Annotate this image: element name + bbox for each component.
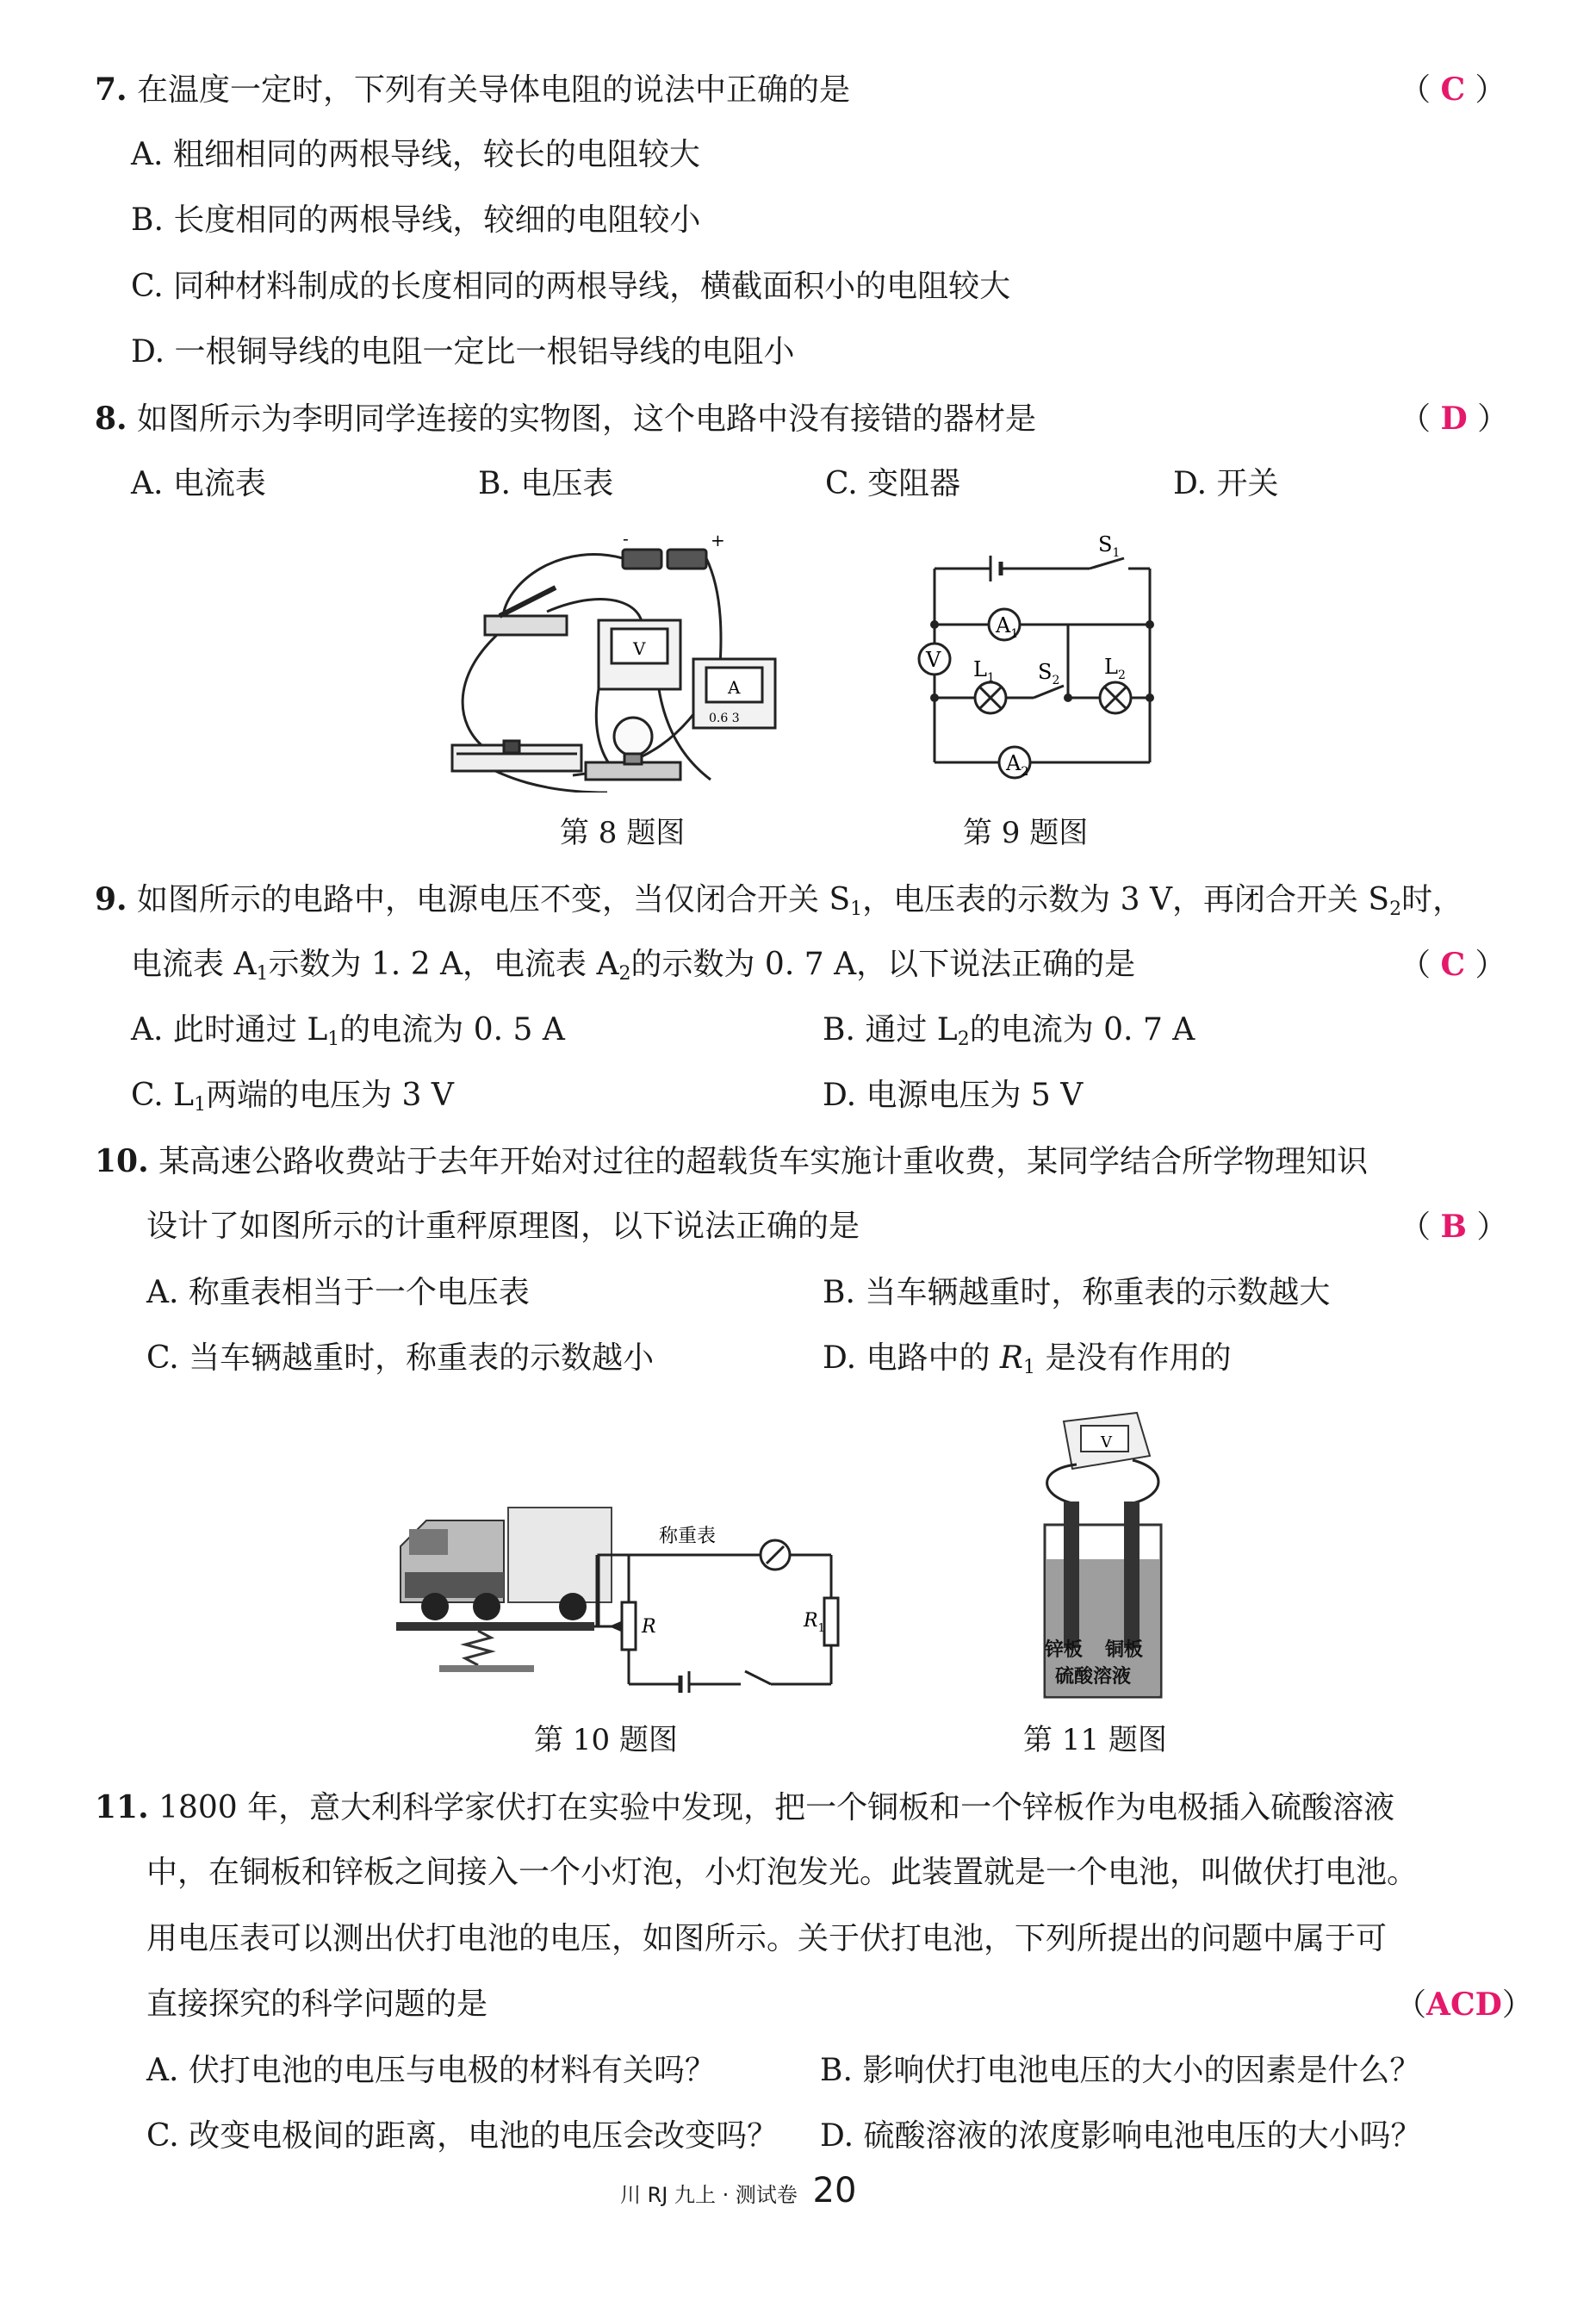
q10-answer: （ B ） xyxy=(1400,1209,1508,1245)
q8-stem xyxy=(95,398,1036,440)
q8-stem-text: 如图所示为李明同学连接的实物图，这个电路中没有接错的器材是 xyxy=(137,401,1037,437)
q9-stem-part: 时， xyxy=(1401,882,1464,917)
q9-option-a: A. 此时通过 $L_1$的电流为 0. 5 A xyxy=(131,1012,565,1050)
page-number: 20 xyxy=(812,2171,857,2210)
fig9-v-label: V xyxy=(926,648,941,672)
q7-option-c: C. 同种材料制成的长度相同的两根导线，横截面积小的电阻较大 xyxy=(131,269,1011,304)
q9-sub: 2 xyxy=(618,963,631,985)
q7-answer: （ C ） xyxy=(1400,72,1506,108)
q8-option-c: C. 变阻器 xyxy=(825,466,961,501)
fig9-l1-label: $L_1$ xyxy=(973,657,995,685)
q10-option-b: B. 当车辆越重时，称重表的示数越大 xyxy=(823,1275,1331,1310)
q11-stem-line4: 直接探究的科学问题的是 xyxy=(146,1987,488,2022)
q11-stem-line1 xyxy=(95,1787,1394,1829)
fig10-meter-label: 称重表 xyxy=(659,1526,717,1547)
q10-option-c: C. 当车辆越重时，称重表的示数越小 xyxy=(146,1340,655,1376)
q9-stem-part: ，电压表的示数为 3 V，再闭合开关 S xyxy=(862,882,1390,917)
q9-option-c: C. $L_1$两端的电压为 3 V xyxy=(131,1078,454,1116)
q7-number: 7. xyxy=(95,72,127,108)
q9-answer: （ C ） xyxy=(1400,947,1506,983)
q9-stem-part: 电流表 A xyxy=(131,947,257,982)
figure-10-weighing-scale xyxy=(392,1495,840,1693)
q9-option-d: D. 电源电压为 5 V xyxy=(823,1078,1084,1113)
fig11-v-label: V xyxy=(1101,1433,1112,1452)
fig8-minus-label: - xyxy=(623,534,629,549)
q10-option-a: A. 称重表相当于一个电压表 xyxy=(146,1275,530,1310)
q8-answer-letter: D xyxy=(1440,401,1468,437)
q10-number: 10. xyxy=(95,1143,149,1179)
fig9-l2-label: $L_2$ xyxy=(1104,655,1126,682)
figure-11-voltaic-cell xyxy=(1038,1408,1167,1701)
q11-stem-text: 1800 年，意大利科学家伏打在实验中发现，把一个铜板和一个锌板作为电极插入硫酸溶液 xyxy=(158,1790,1395,1825)
figure-9-schematic xyxy=(904,525,1163,784)
fig8-plus-label: + xyxy=(711,534,725,550)
fig11-copper-label: 铜板 xyxy=(1105,1638,1144,1661)
page-footer xyxy=(620,2171,856,2210)
q11-number: 11. xyxy=(95,1789,149,1825)
q8-answer: （ D ） xyxy=(1400,401,1509,437)
fig9-a1-label: $A_1$ xyxy=(996,613,1019,641)
q10-option-d: D. 电路中的 $R_1$ 是没有作用的 xyxy=(823,1340,1232,1378)
q11-option-b: B. 影响伏打电池电压的大小的因素是什么？ xyxy=(820,2053,1421,2088)
fig11-caption: 第 11 题图 xyxy=(1023,1723,1167,1757)
q8-number: 8. xyxy=(95,401,127,437)
fig9-s2-label: $S_2$ xyxy=(1038,660,1060,687)
q7-option-b: B. 长度相同的两根导线，较细的电阻较小 xyxy=(131,202,701,238)
q11-option-a: A. 伏打电池的电压与电极的材料有关吗？ xyxy=(146,2053,716,2088)
fig11-solution-label: 硫酸溶液 xyxy=(1055,1665,1132,1688)
fig8-ammeter-label: A xyxy=(728,677,741,698)
q9-sub: 1 xyxy=(256,963,269,985)
q11-answer: （ACD） xyxy=(1395,1987,1533,2023)
fig8-caption: 第 8 题图 xyxy=(560,816,686,850)
q10-stem-line1 xyxy=(95,1141,1368,1183)
q9-sub: 2 xyxy=(1389,898,1402,920)
fig10-r-label: R xyxy=(642,1616,656,1638)
fig9-s1-label: $S_1$ xyxy=(1098,532,1121,560)
fig10-caption: 第 10 题图 xyxy=(534,1723,678,1757)
q7-option-d: D. 一根铜导线的电阻一定比一根铝导线的电阻小 xyxy=(131,334,795,370)
q11-stem-line3: 用电压表可以测出伏打电池的电压，如图所示。关于伏打电池，下列所提出的问题中属于可 xyxy=(146,1921,1388,1956)
q11-answer-letter: ACD xyxy=(1426,1987,1502,2023)
fig8-ammeter-scale: 0.6 3 xyxy=(709,712,740,725)
q11-stem-line2: 中，在铜板和锌板之间接入一个小灯泡，小灯泡发光。此装置就是一个电池，叫做伏打电池。 xyxy=(146,1855,1419,1890)
figure-8-circuit xyxy=(435,534,805,793)
q7-stem-text: 在温度一定时，下列有关导体电阻的说法中正确的是 xyxy=(137,72,851,108)
q9-stem-line1 xyxy=(95,879,1463,921)
fig10-r1-label: $R_1$ xyxy=(804,1610,825,1635)
q9-stem-line2 xyxy=(131,944,1135,986)
footer-text: 川 RJ 九上 · 测试卷 xyxy=(620,2183,798,2207)
q8-option-b: B. 电压表 xyxy=(478,466,614,501)
q9-option-b: B. 通过 $L_2$的电流为 0. 7 A xyxy=(823,1012,1195,1050)
q10-answer-letter: B xyxy=(1440,1209,1467,1245)
q10-stem-line2: 设计了如图所示的计重秤原理图，以下说法正确的是 xyxy=(146,1209,860,1244)
q8-option-a: A. 电流表 xyxy=(131,466,266,501)
fig9-a2-label: $A_2$ xyxy=(1006,751,1029,779)
q7-stem xyxy=(95,69,850,111)
q9-stem-part: 如图所示的电路中，电源电压不变，当仅闭合开关 S xyxy=(137,882,851,917)
q9-number: 9. xyxy=(95,881,127,917)
q11-option-d: D. 硫酸溶液的浓度影响电池电压的大小吗？ xyxy=(820,2118,1422,2154)
q7-option-a: A. 粗细相同的两根导线，较长的电阻较大 xyxy=(131,137,700,172)
fig9-caption: 第 9 题图 xyxy=(963,816,1089,850)
q10-stem-text: 某高速公路收费站于去年开始对过往的超载货车实施计重收费，某同学结合所学物理知识 xyxy=(158,1144,1369,1179)
q9-stem-part: 示数为 1. 2 A，电流表 A xyxy=(268,947,619,982)
q7-answer-letter: C xyxy=(1440,72,1466,108)
q9-sub: 1 xyxy=(850,898,863,920)
q8-option-d: D. 开关 xyxy=(1173,466,1279,501)
q11-option-c: C. 改变电极间的距离，电池的电压会改变吗？ xyxy=(146,2118,779,2154)
q9-answer-letter: C xyxy=(1440,947,1466,983)
fig11-zinc-label: 锌板 xyxy=(1045,1638,1084,1661)
q9-stem-part: 的示数为 0. 7 A，以下说法正确的是 xyxy=(630,947,1136,982)
fig8-voltmeter-label: V xyxy=(633,638,646,659)
